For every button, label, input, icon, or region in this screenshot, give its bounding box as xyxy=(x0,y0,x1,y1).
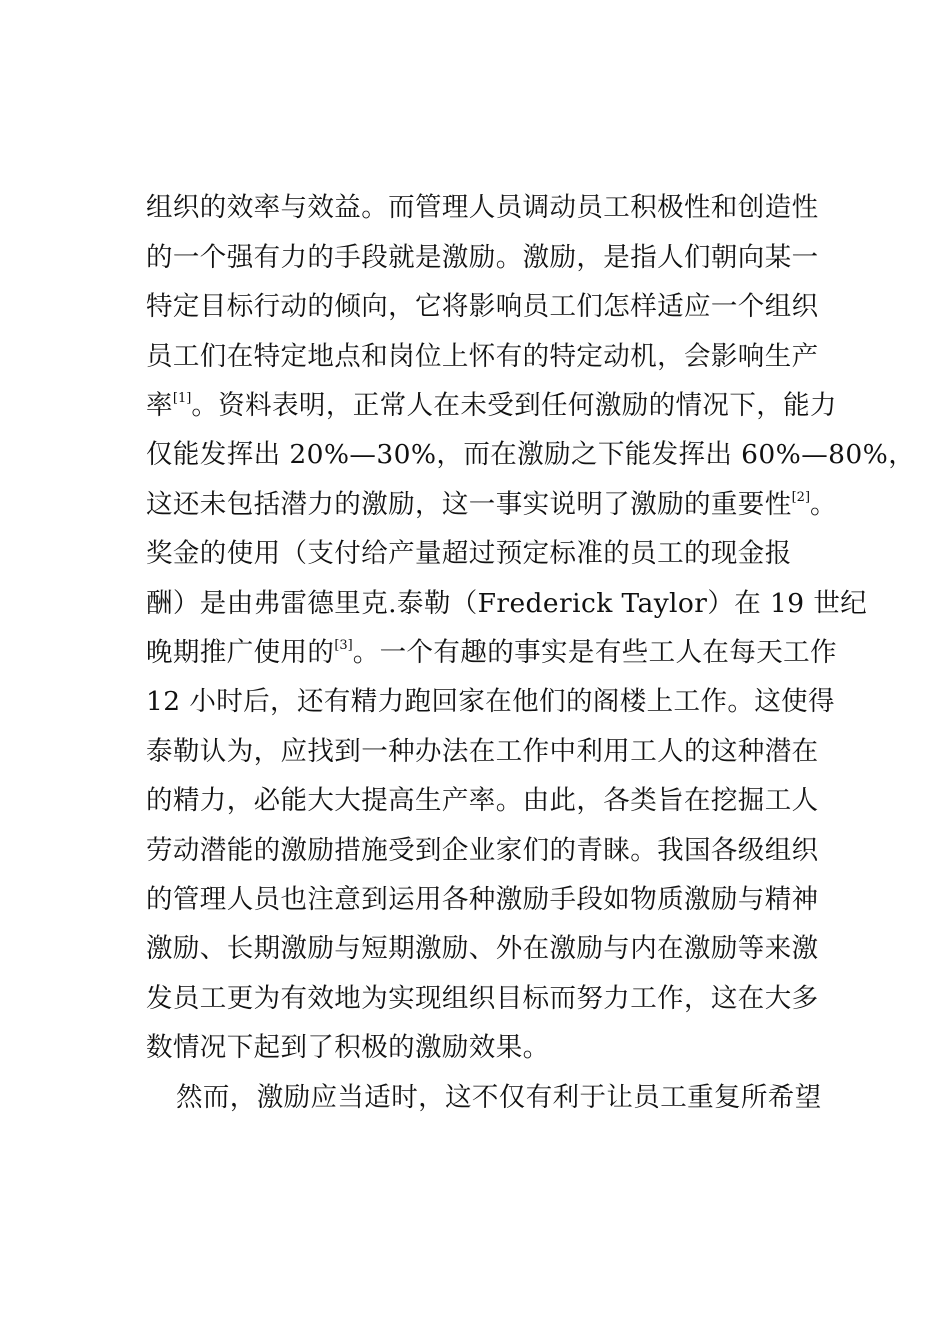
text-line: 的一个强有力的手段就是激励。激励，是指人们朝向某一 xyxy=(146,242,819,273)
text-line: 奖金的使用（支付给产量超过预定标准的员工的现金报 xyxy=(146,538,792,569)
text-line xyxy=(146,487,837,523)
text-line: 员工们在特定地点和岗位上怀有的特定动机，会影响生产 xyxy=(146,341,819,372)
citation-marker: [2] xyxy=(791,490,811,505)
text-line: 12 小时后，还有精力跑回家在他们的阁楼上工作。这使得 xyxy=(146,686,835,717)
text-line: 特定目标行动的倾向，它将影响员工们怎样适应一个组织 xyxy=(146,291,819,322)
text-segment: 这还未包括潜力的激励，这一事实说明了激励的重要性 xyxy=(146,489,792,520)
text-line: 酬）是由弗雷德里克.泰勒（Frederick Taylor）在 19 世纪 xyxy=(146,588,868,619)
paragraph-start-line: 然而，激励应当适时，这不仅有利于让员工重复所希望 xyxy=(176,1082,822,1113)
text-line: 激励、长期激励与短期激励、外在激励与内在激励等来激 xyxy=(146,933,819,964)
text-line: 的管理人员也注意到运用各种激励手段如物质激励与精神 xyxy=(146,884,819,915)
text-segment: 。一个有趣的事实是有些工人在每天工作 xyxy=(352,637,837,668)
text-line: 泰勒认为，应找到一种办法在工作中利用工人的这种潜在 xyxy=(146,736,819,767)
citation-marker: [1] xyxy=(172,391,192,406)
text-line: 数情况下起到了积极的激励效果。 xyxy=(146,1032,550,1063)
text-line xyxy=(146,635,837,671)
text-segment: 。 xyxy=(810,489,837,520)
text-line: 组织的效率与效益。而管理人员调动员工积极性和创造性 xyxy=(146,192,819,223)
text-segment: 率 xyxy=(146,390,173,421)
citation-marker: [3] xyxy=(334,638,353,653)
text-line xyxy=(146,388,837,424)
text-line: 的精力，必能大大提高生产率。由此，各类旨在挖掘工人 xyxy=(146,785,819,816)
text-segment: 晚期推广使用的 xyxy=(146,637,335,668)
text-line: 劳动潜能的激励措施受到企业家们的青睐。我国各级组织 xyxy=(146,835,819,866)
text-line: 仅能发挥出 20%—30%，而在激励之下能发挥出 60%—80%， xyxy=(146,439,916,470)
text-segment: 。资料表明，正常人在未受到任何激励的情况下，能力 xyxy=(191,390,837,421)
text-line: 发员工更为有效地为实现组织目标而努力工作，这在大多 xyxy=(146,983,819,1014)
